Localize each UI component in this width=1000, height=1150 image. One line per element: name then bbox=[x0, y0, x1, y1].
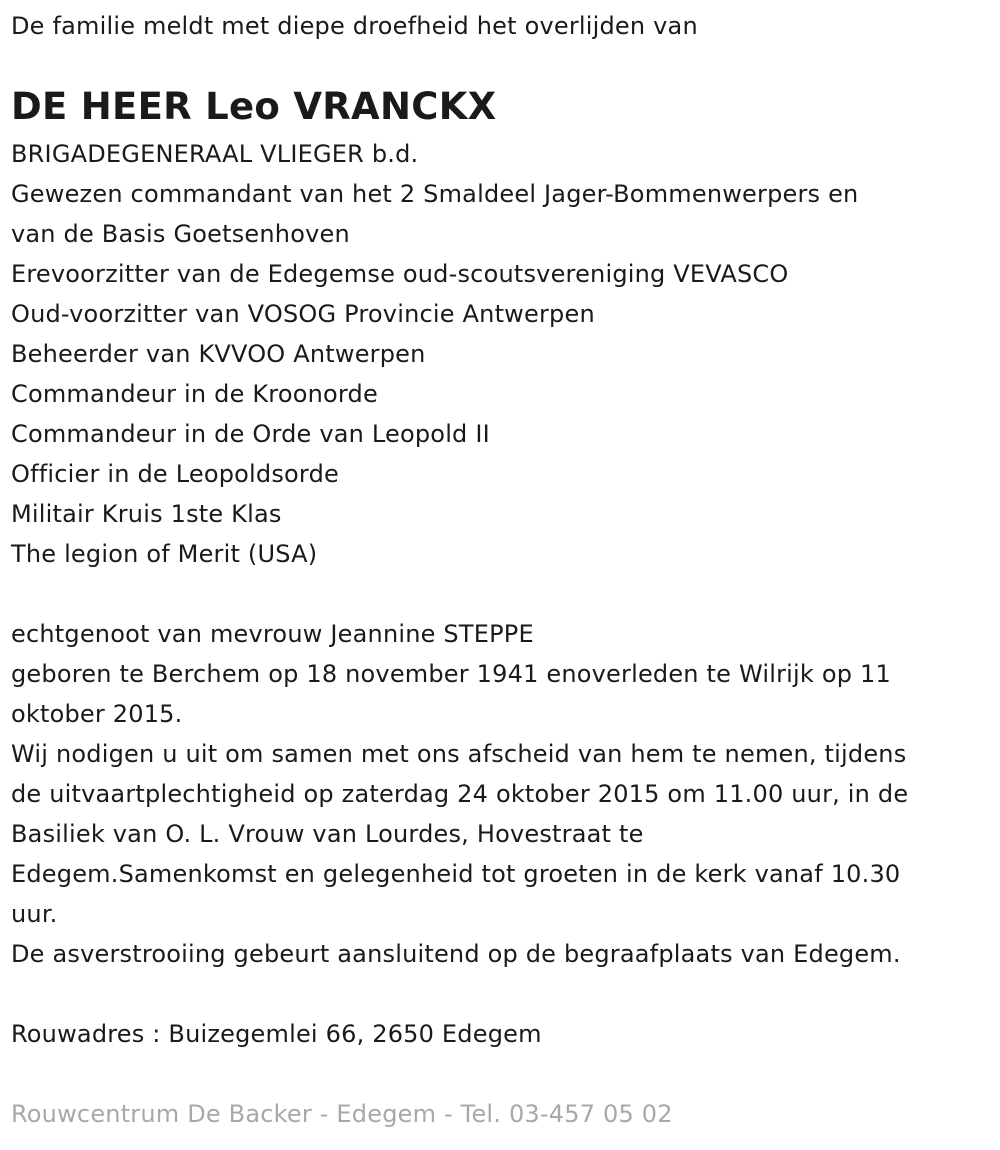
title-line: BRIGADEGENERAAL VLIEGER b.d. bbox=[11, 140, 419, 168]
ceremony-line: de uitvaartplechtigheid op zaterdag 24 oktober 2015 om 11.00 uur, in de bbox=[11, 780, 909, 808]
title-line: Beheerder van KVVOO Antwerpen bbox=[11, 340, 426, 368]
title-line: Officier in de Leopoldsorde bbox=[11, 460, 339, 488]
family-and-ceremony-text bbox=[11, 614, 996, 974]
spouse-line: echtgenoot van mevrouw Jeannine STEPPE bbox=[11, 620, 534, 648]
funeral-home-footer: Rouwcentrum De Backer - Edegem - Tel. 03-457 05 02 bbox=[11, 1100, 673, 1128]
ash-scattering-line: De asverstrooiing gebeurt aansluitend op de begraafplaats van Edegem. bbox=[11, 940, 901, 968]
title-line: Commandeur in de Kroonorde bbox=[11, 380, 378, 408]
titles-list bbox=[11, 134, 996, 574]
ceremony-line: uur. bbox=[11, 900, 58, 928]
birth-death-line: oktober 2015. bbox=[11, 700, 183, 728]
title-line: Oud-voorzitter van VOSOG Provincie Antwerpen bbox=[11, 300, 595, 328]
ceremony-line: Wij nodigen u uit om samen met ons afscheid van hem te nemen, tijdens bbox=[11, 740, 907, 768]
title-line: The legion of Merit (USA) bbox=[11, 540, 318, 568]
birth-death-line: geboren te Berchem op 18 november 1941 enoverleden te Wilrijk op 11 bbox=[11, 660, 891, 688]
title-line: Commandeur in de Orde van Leopold II bbox=[11, 420, 490, 448]
title-line: Gewezen commandant van het 2 Smaldeel Jager-Bommenwerpers en bbox=[11, 180, 859, 208]
ceremony-line: Basiliek van O. L. Vrouw van Lourdes, Hovestraat te bbox=[11, 820, 644, 848]
title-line: Militair Kruis 1ste Klas bbox=[11, 500, 282, 528]
ceremony-line: Edegem.Samenkomst en gelegenheid tot groeten in de kerk vanaf 10.30 bbox=[11, 860, 901, 888]
deceased-name: DE HEER Leo VRANCKX bbox=[11, 85, 497, 128]
title-line: van de Basis Goetsenhoven bbox=[11, 220, 350, 248]
title-line: Erevoorzitter van de Edegemse oud-scoutsvereniging VEVASCO bbox=[11, 260, 789, 288]
mourning-address: Rouwadres : Buizegemlei 66, 2650 Edegem bbox=[11, 1020, 542, 1048]
intro-text: De familie meldt met diepe droefheid het overlijden van bbox=[11, 12, 698, 40]
